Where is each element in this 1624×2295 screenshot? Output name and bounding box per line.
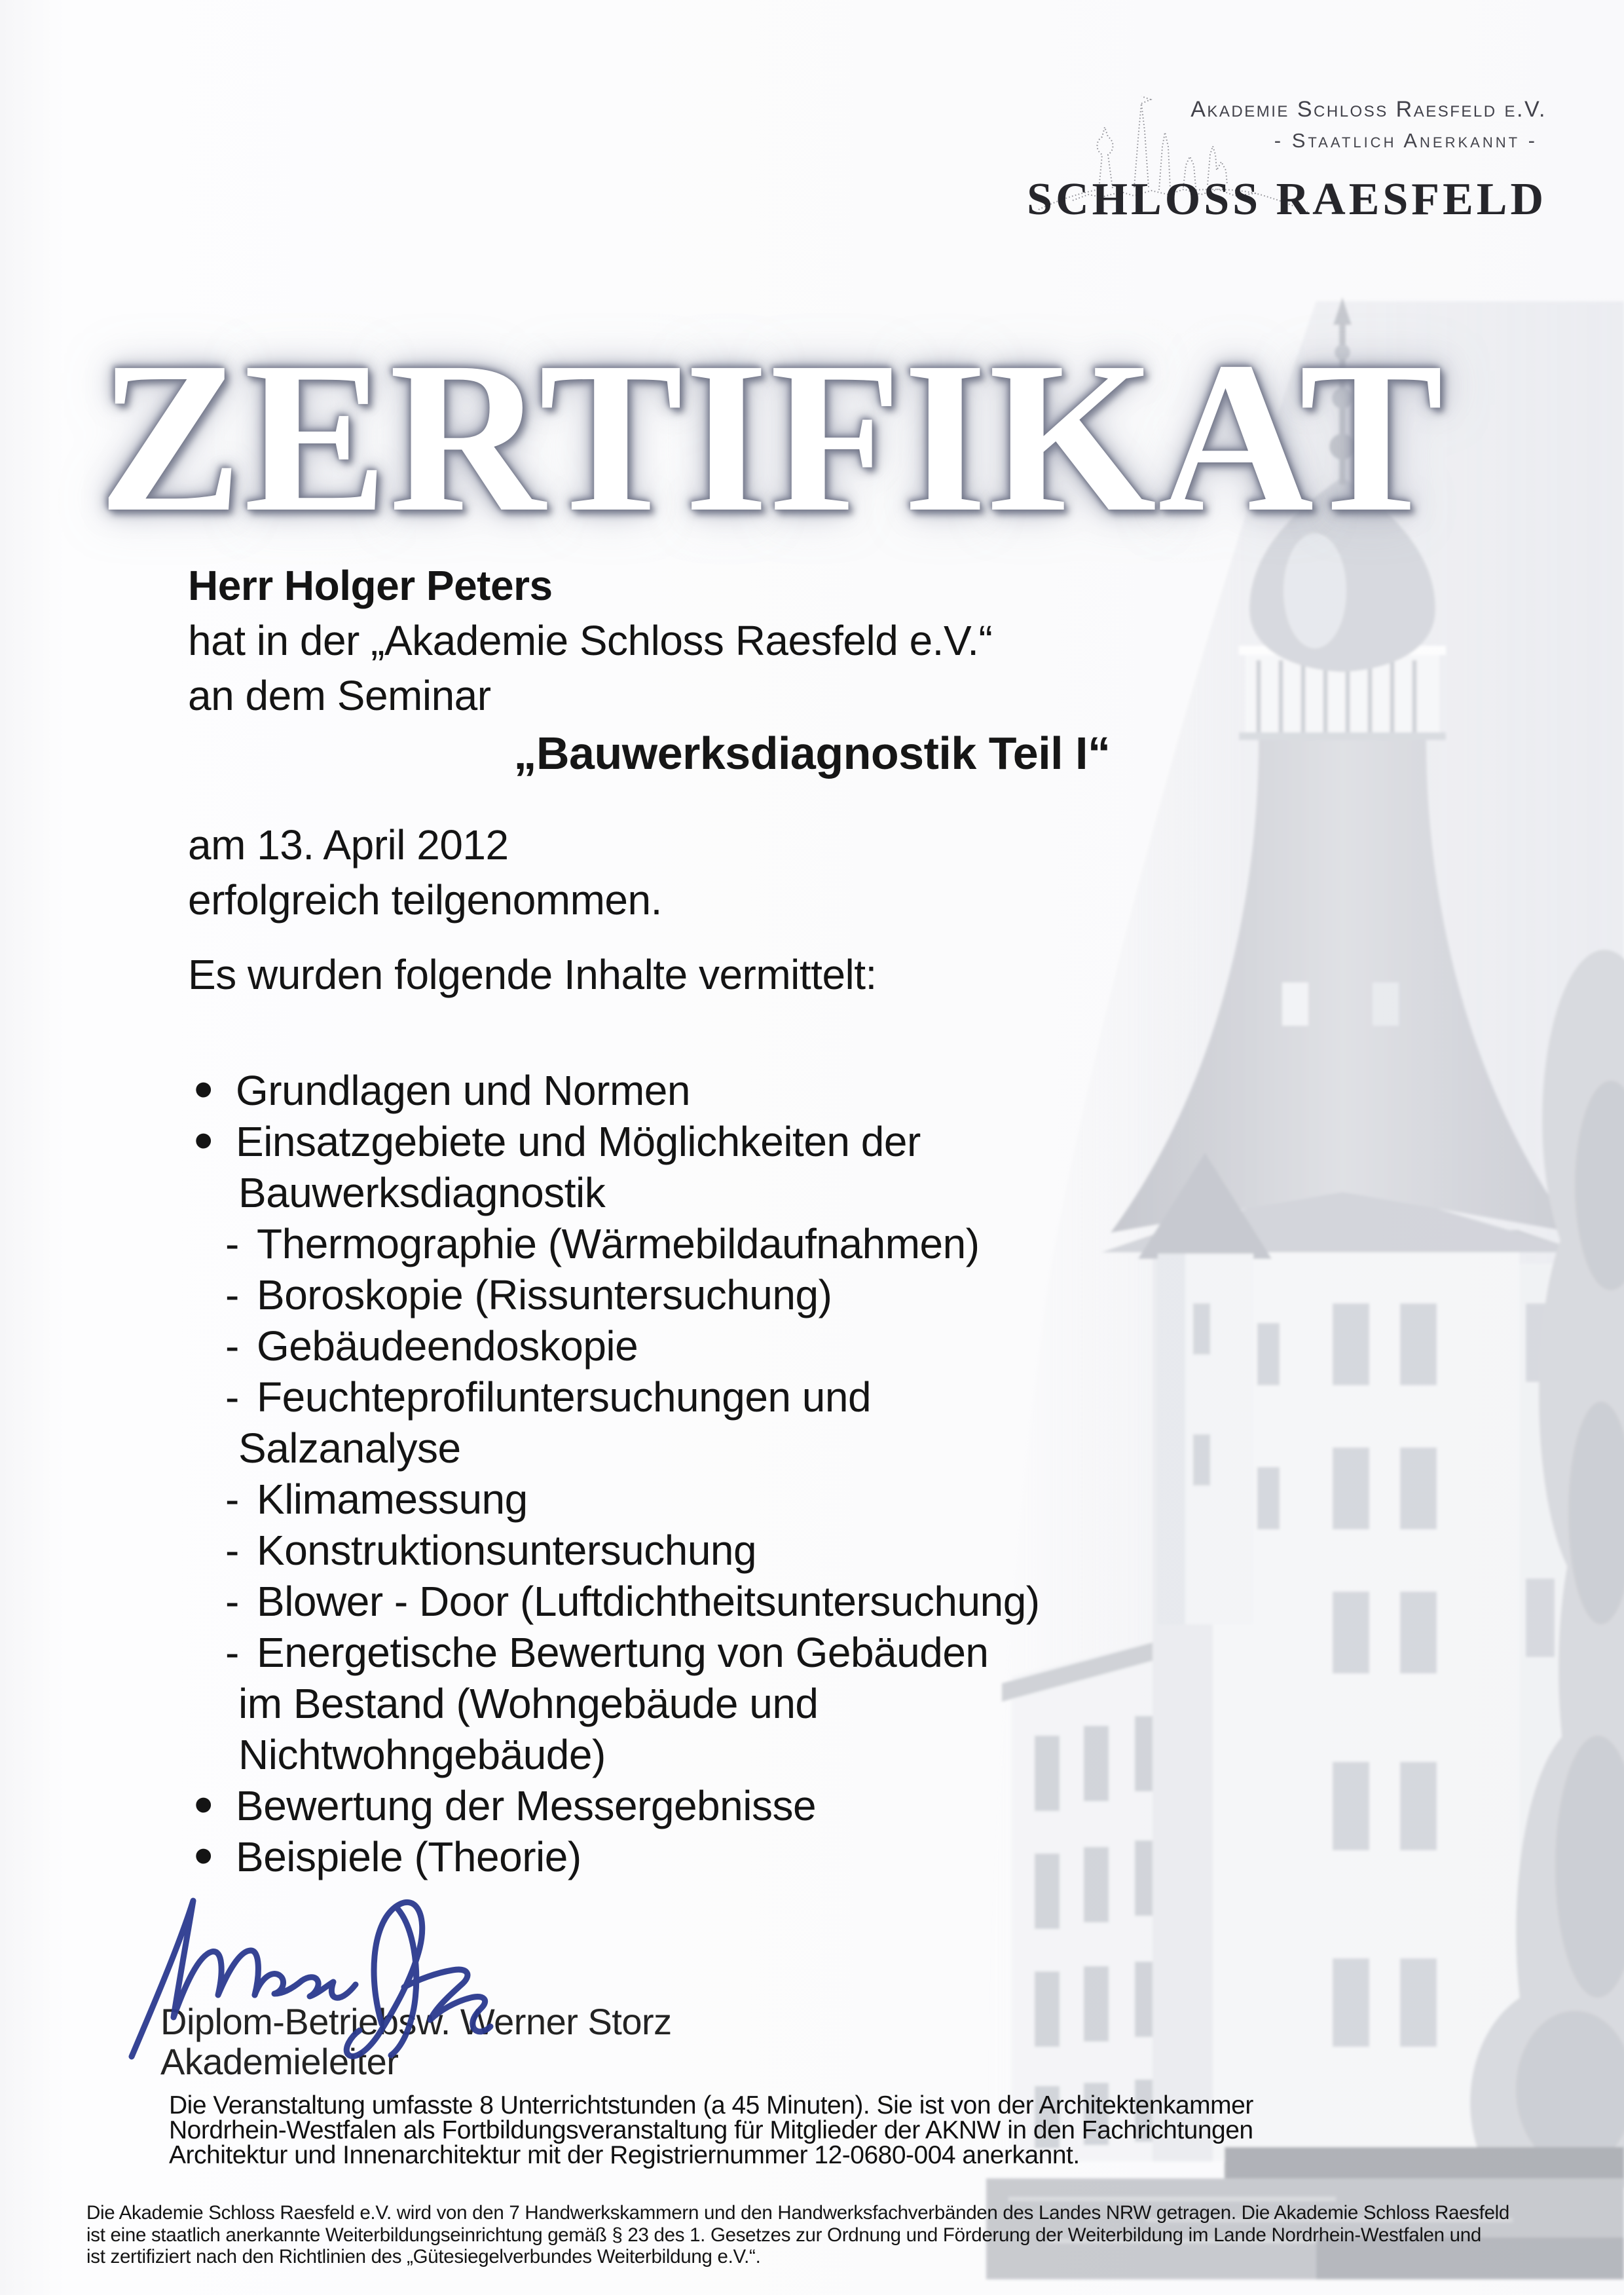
letterhead xyxy=(1027,97,1547,226)
dash-marker: - xyxy=(225,1271,239,1318)
list-item-continuation: Bauwerksdiagnostik xyxy=(238,1169,606,1216)
dash-marker: - xyxy=(225,1476,239,1523)
bullet-marker: • xyxy=(194,1110,213,1171)
result-line: erfolgreich teilgenommen. xyxy=(188,876,662,924)
dash-marker: - xyxy=(225,1220,239,1267)
list-item-continuation: Salzanalyse xyxy=(238,1425,461,1472)
list-subitem: - Feuchteprofiluntersuchungen und xyxy=(0,1371,1624,1423)
signature-ink xyxy=(121,1878,522,2063)
list-subitem: - Klimamessung xyxy=(0,1474,1624,1525)
institution-line: hat in der „Akademie Schloss Raesfeld e.V.“ xyxy=(188,617,993,664)
dash-marker: - xyxy=(225,1578,239,1625)
bullet-marker: • xyxy=(194,1825,213,1886)
footer-line-2: ist eine staatlich anerkannte Weiterbildungseinrichtung gemäß § 23 des 1. Gesetzes zur Ordnung und Förderung der Weiterbildung im Lande Nordrhein-Westfalen und xyxy=(86,2224,1482,2246)
list-item: • Beispiele (Theorie) xyxy=(194,1825,581,1886)
footer-line-3: ist zertifiziert nach den Richtlinien des „Gütesiegelverbundes Weiterbildung e.V.“. xyxy=(86,2246,761,2267)
list-item: • Bewertung der Messergebnisse xyxy=(194,1774,817,1835)
list-item: • Grundlagen und Normen xyxy=(194,1058,690,1120)
org-accreditation-line: - Staatlich Anerkannt - xyxy=(1274,129,1538,152)
list-subitem: - Thermographie (Wärmebildaufnahmen) xyxy=(0,1218,1624,1269)
dash-marker: - xyxy=(225,1629,239,1676)
list-subitem: - Konstruktionsuntersuchung xyxy=(0,1525,1624,1576)
accreditation-note xyxy=(169,2093,1253,2168)
dash-marker: - xyxy=(225,1322,239,1370)
list-subitem: - Blower - Door (Luftdichtheitsuntersuchung) xyxy=(0,1576,1624,1627)
seminar-title: „Bauwerksdiagnostik Teil I“ xyxy=(513,728,1111,779)
list-item-continuation: im Bestand (Wohngebäude und xyxy=(238,1680,819,1727)
list-item-continuation: Nichtwohngebäude) xyxy=(238,1731,606,1778)
page-footer xyxy=(86,2202,1509,2268)
bullet-marker: • xyxy=(194,1058,213,1120)
certificate-title: ZERTIFIKAT xyxy=(98,318,1445,557)
bullet-marker: • xyxy=(194,1774,213,1835)
seminar-intro-line: an dem Seminar xyxy=(188,672,491,719)
dash-marker: - xyxy=(225,1527,239,1574)
list-subitem: - Gebäudeendoskopie xyxy=(0,1320,1624,1371)
seminar-date-line: am 13. April 2012 xyxy=(188,821,509,868)
recipient-name: Herr Holger Peters xyxy=(188,562,553,609)
recipient-block xyxy=(188,558,992,723)
accreditation-line-3: Architektur und Innenarchitektur mit der Registriernummer 12-0680-004 anerkannt. xyxy=(169,2141,1080,2169)
signer-name: Diplom-Betriebsw. Werner Storz xyxy=(160,2001,672,2042)
accreditation-line-1: Die Veranstaltung umfasste 8 Unterrichtstunden (a 45 Minuten). Sie ist von der Architektenkammer xyxy=(169,2091,1253,2119)
signer-role: Akademieleiter xyxy=(160,2041,399,2082)
contents-intro-line: Es wurden folgende Inhalte vermittelt: xyxy=(188,951,877,998)
list-subitem: - Boroskopie (Rissuntersuchung) xyxy=(0,1269,1624,1320)
accreditation-line-2: Nordrhein-Westfalen als Fortbildungsveranstaltung für Mitglieder der AKNW in den Fachrichtungen xyxy=(169,2116,1253,2144)
schloss-raesfeld-wordmark: SCHLOSS RAESFELD xyxy=(1027,174,1547,225)
list-subitem: - Energetische Bewertung von Gebäuden xyxy=(0,1627,1624,1678)
date-block xyxy=(188,817,662,927)
list-item: • Einsatzgebiete und Möglichkeiten der xyxy=(194,1110,921,1171)
contents-list xyxy=(0,1058,1624,1886)
footer-line-1: Die Akademie Schloss Raesfeld e.V. wird von den 7 Handwerkskammern und den Handwerksfachverbänden des Landes NRW getragen. Die Akademie Schloss Raesfeld xyxy=(86,2202,1510,2224)
org-name-line: Akademie Schloss Raesfeld e.V. xyxy=(1190,97,1547,122)
dash-marker: - xyxy=(225,1373,239,1421)
